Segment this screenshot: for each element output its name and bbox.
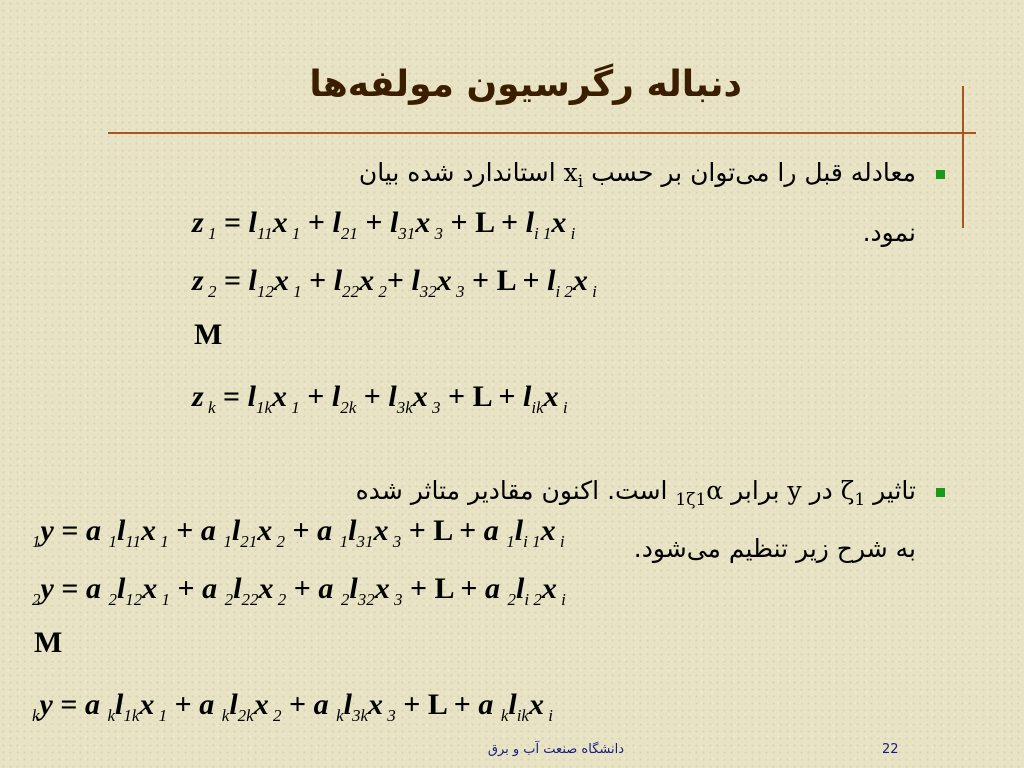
bullet-1-variable: $x_i$ xyxy=(563,158,584,192)
bullet-2-text-a: تاثیر xyxy=(873,476,916,505)
equation-yk: $_k$y = a $_kl_{1k}x$ $_1$ + a $_kl_{2k}x$ $_2$ + a $_kl_{3k}x$ $_3$ + L + a $_kl_{ik}x$ $_i$ xyxy=(32,688,553,725)
zeta-symbol: $\zeta_1$ xyxy=(840,476,866,510)
bullet-2-text-d: است. اکنون مقادیر متاثر شده xyxy=(355,476,668,505)
bullet-2-line-2: به شرح زیر تنظیم می‌شود. xyxy=(633,534,916,563)
footer-university: دانشگاه صنعت آب و برق xyxy=(487,742,624,757)
title-vertical-rule xyxy=(962,86,964,228)
equation-y2: $_2$y = a $_2l_{12}x$ $_1$ + a $_2l_{22}x$ $_2$ + a $_2l_{32}x$ $_3$ + L + a $_2l_{i 2}x$ $_i$ xyxy=(32,572,566,609)
bullet-1-line-1 xyxy=(359,158,916,192)
y-symbol: y xyxy=(787,476,802,505)
equation-z2: z $_2 = l_{12}x$ $_1 + l_{22}x$ $_2+ l_{32}x$ $_3 + L + l_{i 2}x$ $_i$ xyxy=(192,264,597,301)
ellipsis-symbol-2: M xyxy=(34,626,63,659)
bullet-2-text-b: در xyxy=(809,476,833,505)
equation-zk: z $_k = l_{1k}x$ $_1 + l_{2k} + l_{3k}x$ $_3 + L + l_{ik}x$ $_i$ xyxy=(192,380,568,417)
footer-page-number: 22 xyxy=(882,742,899,757)
bullet-1-text-b: استاندارد شده بیان xyxy=(358,158,556,187)
bullet-1-text-a: معادله قبل را می‌توان بر حسب xyxy=(591,158,916,187)
alpha-zeta-product: $_{1\zeta 1}$α xyxy=(675,476,724,510)
equation-y1: $_1$y = a $_1l_{11}x$ $_1$ + a $_1l_{21}x$ $_2$ + a $_1l_{31}x$ $_3$ + L + a $_1l_{i 1}x$ $_i$ xyxy=(32,514,565,551)
bullet-2-text-c: برابر xyxy=(731,476,780,505)
bullet-1-line-2: نمود. xyxy=(862,218,916,247)
bullet-2-line-1 xyxy=(356,476,916,510)
equation-z1: z $_1 = l_{11}x$ $_1 + l_{21} + l_{31}x$ $_3 + L + l_{i 1}x$ $_i$ xyxy=(192,206,576,243)
title-underline xyxy=(108,132,976,134)
ellipsis-symbol-1: M xyxy=(194,318,223,351)
bullet-1-marker xyxy=(936,170,945,179)
slide-title: دنباله رگرسیون مولفه‌ها xyxy=(309,64,742,105)
bullet-2-marker xyxy=(936,488,945,497)
